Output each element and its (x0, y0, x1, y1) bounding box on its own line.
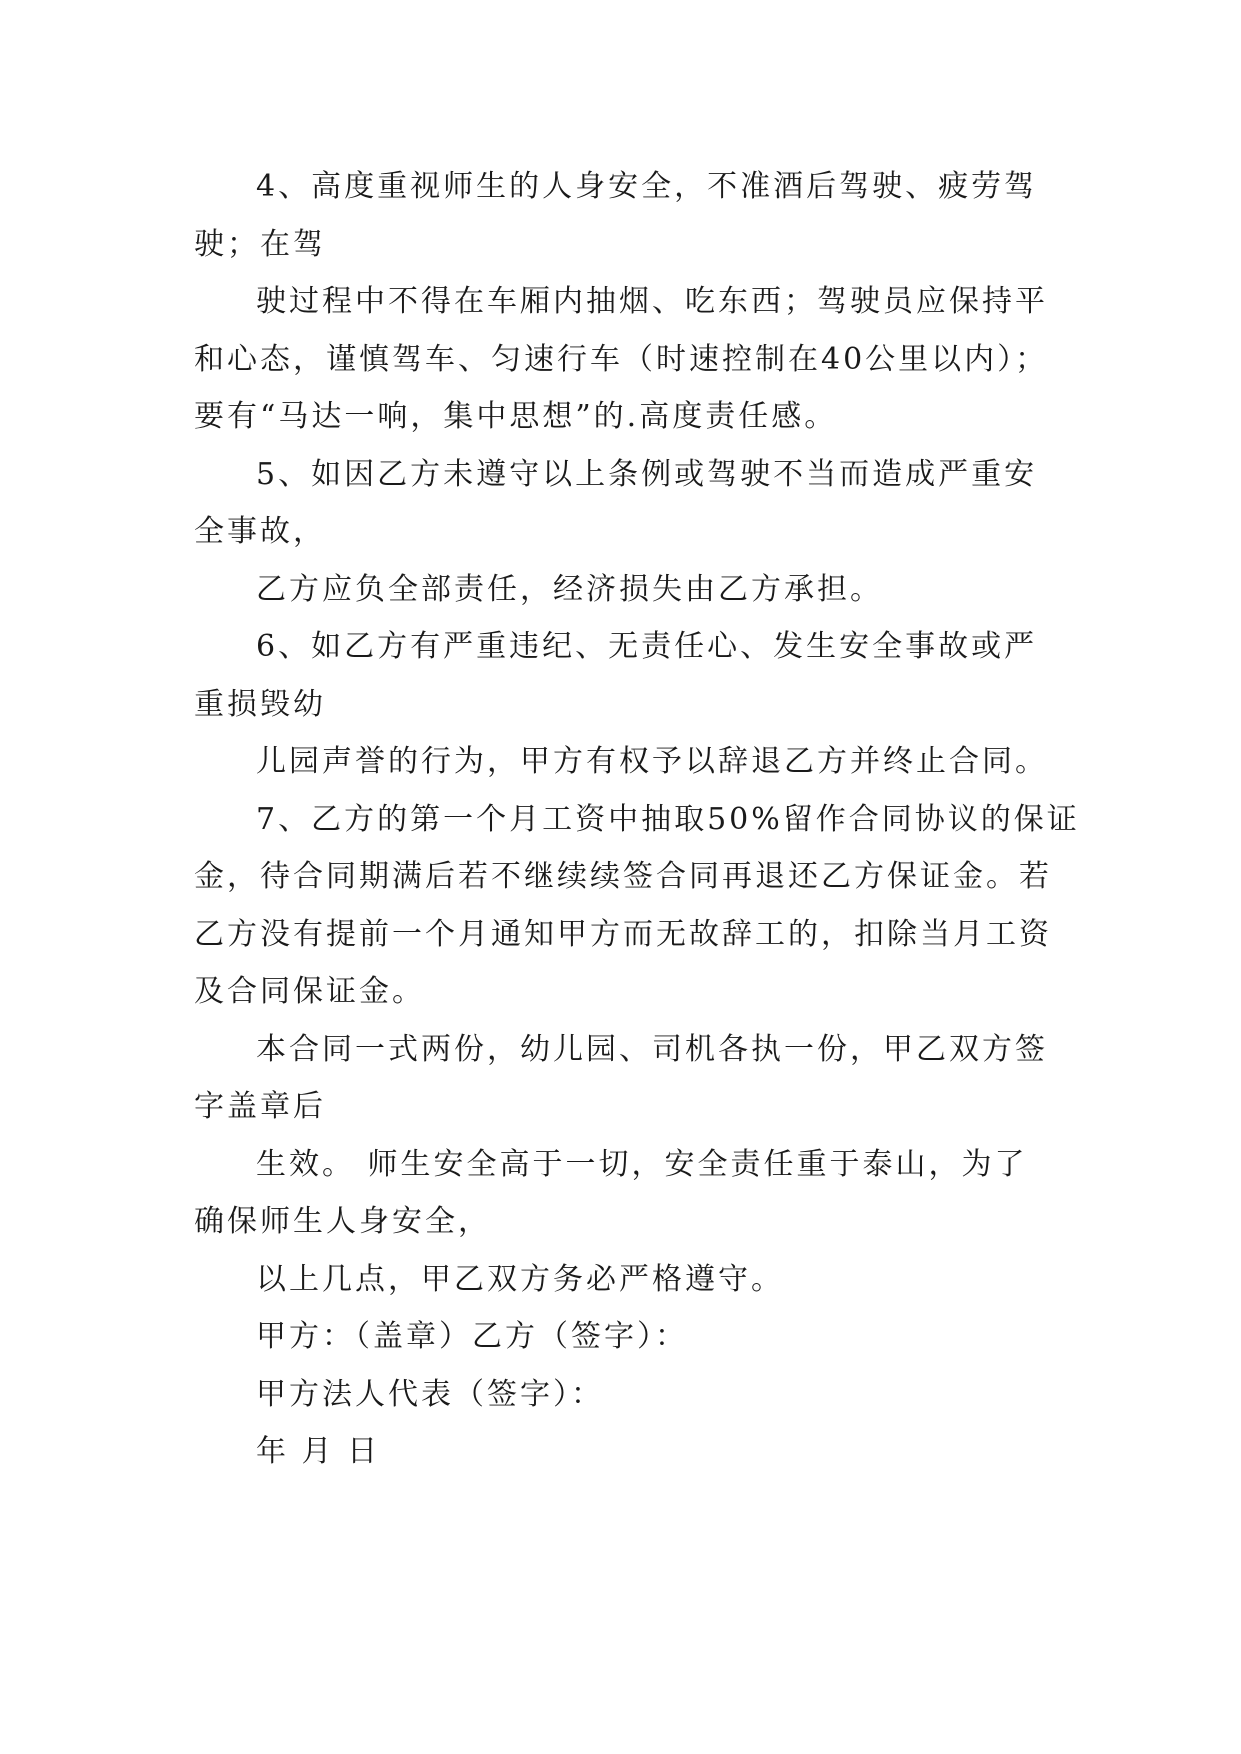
document-body (194, 158, 1080, 1481)
document-line: 金，待合同期满后若不继续续签合同再退还乙方保证金。若 (194, 859, 1052, 894)
document-line: 甲方法人代表（签字）： (256, 1376, 604, 1412)
document-line: 甲方：（盖章）乙方（签字）： (256, 1319, 688, 1354)
document-line: 7、乙方的第一个月工资中抽取50%留作合同协议的保证 (256, 801, 1080, 837)
document-line: 乙方应负全部责任，经济损失由乙方承担。 (256, 571, 883, 607)
document-line: 儿园声誉的行为，甲方有权予以辞退乙方并终止合同。 (256, 744, 1048, 779)
document-line: 要有“马达一响，集中思想”的.高度责任感。 (194, 399, 838, 434)
document-line: 乙方没有提前一个月通知甲方而无故辞工的，扣除当月工资 (194, 916, 1052, 952)
document-line: 6、如乙方有严重违纪、无责任心、发生安全事故或严 (256, 629, 1038, 664)
document-line: 字盖章后 (194, 1089, 326, 1124)
document-line: 年 月 日 (256, 1434, 381, 1469)
document-line: 重损毁幼 (194, 686, 326, 722)
document-line: 本合同一式两份，幼儿园、司机各执一份，甲乙双方签 (256, 1031, 1048, 1067)
document-line: 4、高度重视师生的人身安全，不准酒后驾驶、疲劳驾 (256, 169, 1038, 204)
document-line: 以上几点，甲乙双方务必严格遵守。 (256, 1261, 784, 1297)
document-line: 生效。 师生安全高于一切，安全责任重于泰山，为了 (256, 1146, 1028, 1182)
document-line: 及合同保证金。 (194, 974, 425, 1009)
document-line: 确保师生人身安全， (194, 1204, 491, 1239)
document-line: 驶；在驾 (194, 226, 326, 262)
document-line: 驶过程中不得在车厢内抽烟、吃东西；驾驶员应保持平 (256, 284, 1048, 319)
document-line: 全事故， (194, 514, 326, 549)
document-line: 5、如因乙方未遵守以上条例或驾驶不当而造成严重安 (256, 456, 1038, 492)
document-line: 和心态，谨慎驾车、匀速行车（时速控制在40公里以内）； (194, 341, 1049, 377)
